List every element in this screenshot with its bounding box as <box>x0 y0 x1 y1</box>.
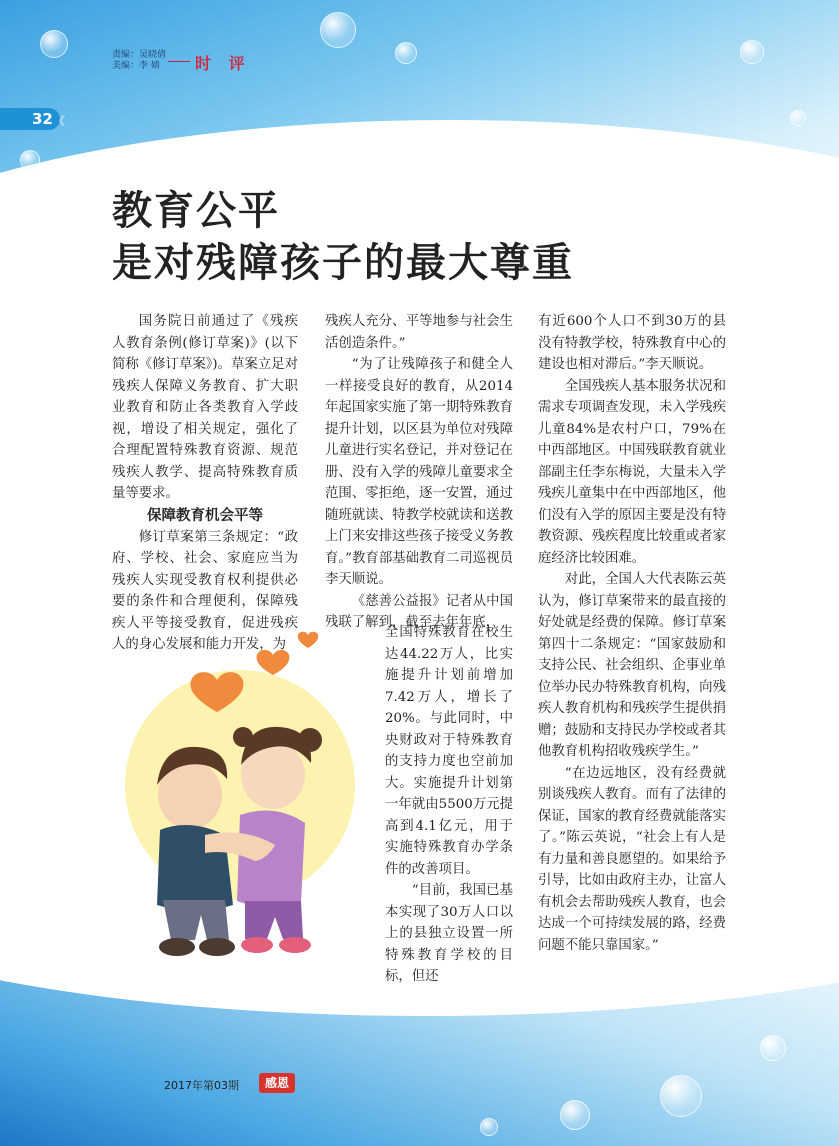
paragraph: 全国特殊教育在校生达44.22万人，比实施提升计划前增加7.42万人，增长了20%。与此同时，中央财政对于特殊教育的支持力度也空前加大。实施提升计划第一年就由5500万元提高到4.1亿元，用于实施特殊教育办学条件的改善项目。 <box>385 625 513 877</box>
section-rule <box>168 61 190 62</box>
decor-bubble <box>740 40 764 64</box>
paragraph: 有近600个人口不到30万的县没有特教学校，特殊教育中心的建设也相对滞后。”李天顺说。 <box>538 314 726 372</box>
decor-bubble <box>40 30 68 58</box>
decor-bubble <box>760 1035 786 1061</box>
article-column-2-narrow <box>385 622 513 988</box>
page-number: 32 <box>32 110 53 128</box>
section-title: 时 评 <box>195 54 251 73</box>
paragraph: 《慈善公益报》记者从中国残联了解到，截至去年年底， <box>325 593 513 630</box>
paragraph: “为了让残障孩子和健全人一样接受良好的教育，从2014年起国家实施了第一期特殊教育提升计划，以区县为单位对残障儿童进行实名登记，并对登记在册、没有入学的残障儿童要求全范围、零拒绝，逐一安置，通过随班就读、特教学校就读和送教上门来安排这些孩子接受义务教育。”教育部基础教育二司巡视员李天顺说。 <box>325 357 513 587</box>
paragraph: 对此，全国人大代表陈云英认为，修订草案带来的最直接的好处就是经费的保障。修订草案第四十二条规定：“国家鼓励和支持公民、社会组织、企事业单位举办民办特殊教育机构，向残疾人教育机构和残疾学生提供捐赠；鼓励和支持民办学校或者其他教育机构招收残疾学生。” <box>538 572 726 759</box>
decor-bubble <box>395 42 417 64</box>
boy-shoe <box>159 938 195 956</box>
decor-bubble <box>20 150 40 170</box>
paragraph: 全国残疾人基本服务状况和需求专项调查发现，未入学残疾儿童84%是农村户口，79%在中西部地区。中国残联教育就业部副主任李东梅说，大量未入学残疾儿童集中在中西部地区，他们没有入学的原因主要是没有特教资源、残疾程度比较重或者家庭经济比较困难。 <box>538 378 726 566</box>
article-column-1 <box>112 311 298 656</box>
article-column-2 <box>325 311 513 634</box>
magazine-logo: 感恩 <box>259 1073 295 1093</box>
issue-label: 2017年第03期 <box>164 1079 239 1092</box>
decor-bubble <box>660 1075 702 1117</box>
heart-icon <box>298 632 319 648</box>
article-column-3 <box>538 311 726 956</box>
article-title <box>112 185 574 289</box>
girl-dress <box>237 811 305 908</box>
heart-icon <box>257 650 290 675</box>
decor-bubble <box>320 12 356 48</box>
editor-line: 责编：吴晓倩 <box>112 50 167 60</box>
girl-pants <box>245 901 303 939</box>
girl-ponytail <box>233 727 253 747</box>
girl-shoe <box>279 937 311 953</box>
decor-bubble <box>790 110 806 126</box>
title-line-1: 教育公平 <box>112 188 280 234</box>
designer-line: 美编：李 婧 <box>112 61 160 71</box>
subheading: 保障教育机会平等 <box>147 507 263 524</box>
page-chevron-icon: 《 <box>53 114 66 128</box>
girl-shoe <box>241 937 273 953</box>
paragraph: “目前，我国已基本实现了30万人口以上的县独立设置一所特殊教育学校的目标，但还 <box>385 883 513 984</box>
paragraph: 修订草案第三条规定：“政府、学校、社会、家庭应当为残疾人实现受教育权利提供必要的条件和合理便利，保障残疾人平等接受教育，促进残疾人的身心发展和能力开发，为 <box>112 529 298 652</box>
decor-bubble <box>560 1100 590 1130</box>
hugging-children-illustration <box>105 625 380 975</box>
paragraph: “在边远地区，没有经费就别谈残疾人教育。而有了法律的保证，国家的教育经费就能落实了。”陈云英说，“社会上有人是有力量和善良愿望的。如果给予引导，比如由政府主办，让富人有机会去帮助残疾人教育，也会达成一个可持续发展的路，经费问题不能只靠国家。” <box>538 765 726 953</box>
boy-pants <box>163 900 229 940</box>
boy-shoe <box>199 938 235 956</box>
editor-credits <box>112 50 166 72</box>
title-line-2: 是对残障孩子的最大尊重 <box>112 240 574 286</box>
paragraph: 国务院日前通过了《残疾人教育条例(修订草案)》(以下简称《修订草案》)。草案立足对残疾人保障义务教育、扩大职业教育和防止各类教育入学歧视，增设了相关规定，强化了合理配置特殊教育资源、规范残疾人教学、提高特殊教育质量等要求。 <box>112 314 298 501</box>
decor-bubble <box>480 1118 498 1136</box>
paragraph: 残疾人充分、平等地参与社会生活创造条件。” <box>325 314 513 351</box>
girl-ponytail <box>298 728 322 752</box>
